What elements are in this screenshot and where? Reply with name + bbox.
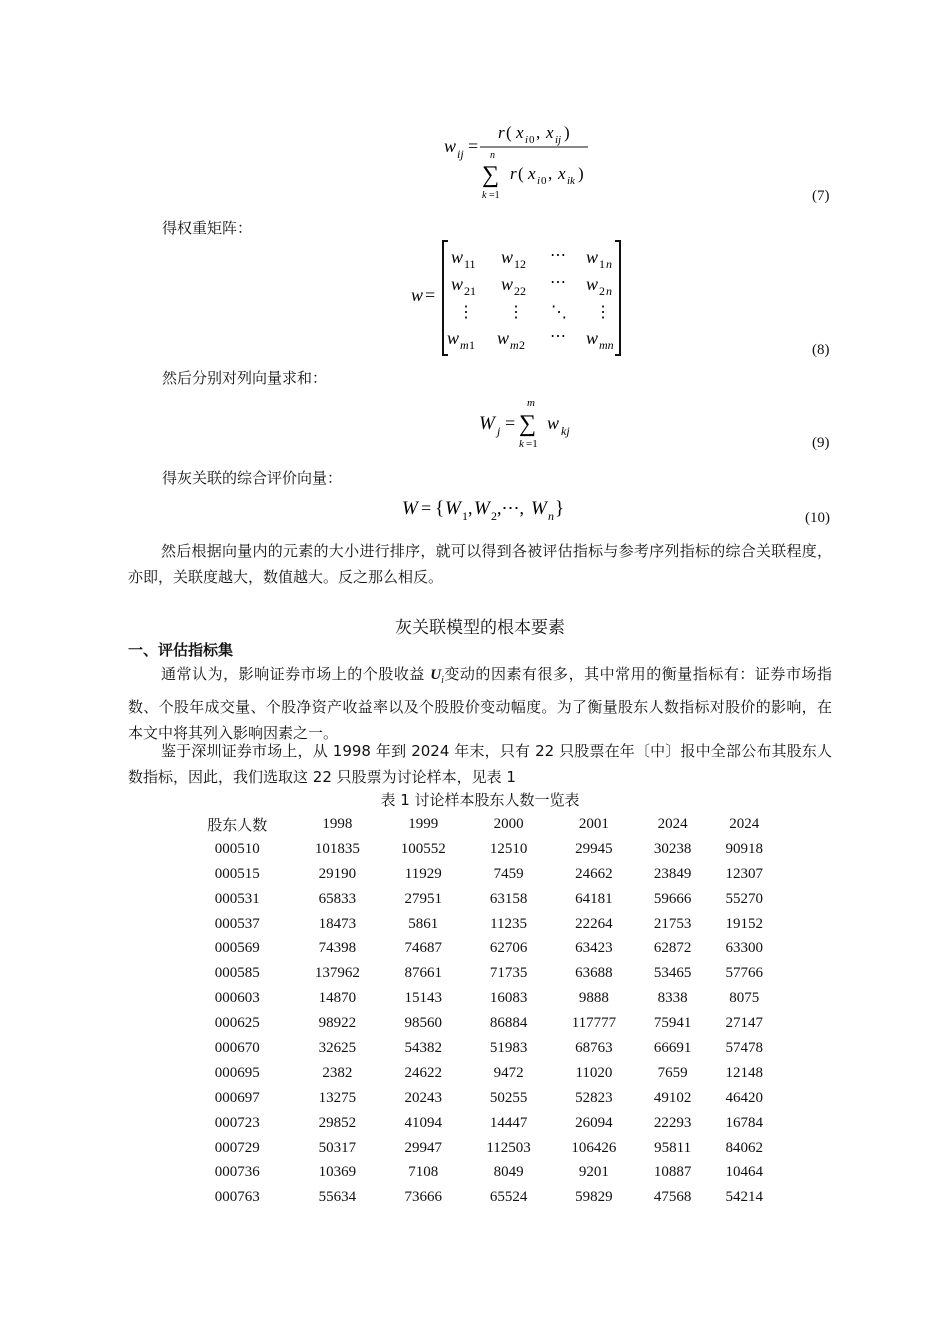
table-cell: 000515 — [214, 865, 260, 882]
table-cell: 7459 — [493, 865, 524, 882]
svg-text:x: x — [516, 123, 524, 142]
table-cell: 5861 — [408, 915, 439, 932]
table-row — [180, 1136, 780, 1161]
table-cell: 29947 — [404, 1139, 443, 1156]
table-cell: 000510 — [214, 840, 260, 857]
table-cell: 74398 — [318, 940, 357, 957]
svg-text:=1: =1 — [489, 190, 500, 201]
table-cell: 22264 — [575, 915, 613, 932]
table-row — [180, 837, 780, 862]
paragraph-sample: 鉴于深圳证券市场上，从 1998 年到 2024 年末，只有 22 只股票在年〔中〕报中全部公布其股东人数指标，因此，我们选取这 22 只股票为讨论样本，见表 1 — [128, 742, 832, 786]
table-cell: 000625 — [214, 1015, 260, 1032]
svg-text:W: W — [402, 498, 418, 519]
svg-text:W: W — [445, 498, 461, 519]
table-row — [180, 1111, 780, 1136]
table-row — [180, 1086, 780, 1111]
table-cell: 73666 — [404, 1189, 443, 1206]
table-cell: 98560 — [404, 1015, 443, 1032]
svg-text:⋮: ⋮ — [595, 304, 611, 321]
table-cell: 26094 — [575, 1114, 613, 1131]
svg-text:x: x — [546, 123, 554, 142]
svg-text:1: 1 — [462, 509, 468, 523]
table-cell: 9888 — [578, 990, 609, 1007]
svg-text:k: k — [519, 438, 524, 450]
equation-8-matrix — [405, 238, 635, 360]
svg-text:=1: =1 — [526, 438, 538, 450]
svg-text:w: w — [447, 328, 460, 348]
table-cell: 46420 — [725, 1089, 763, 1106]
table-cell: 22293 — [653, 1114, 692, 1131]
table-cell: 65833 — [318, 890, 357, 907]
table-row — [180, 862, 780, 887]
subsection-title: 一、评估指标集 — [128, 641, 234, 659]
svg-text:w: w — [586, 247, 599, 267]
paragraph-indicators-start: 通常认为，影响证券市场上的个股收益 — [161, 665, 431, 683]
intro-text-eq10: 得灰关联的综合评价向量： — [162, 469, 343, 487]
svg-text:w: w — [411, 285, 424, 305]
equation-10-formula — [400, 492, 580, 528]
table-cell: 50317 — [318, 1139, 357, 1156]
equation-9 — [475, 393, 840, 458]
table-cell: 95811 — [654, 1139, 692, 1156]
table-cell: 101835 — [314, 840, 360, 857]
table-row — [180, 887, 780, 912]
svg-text:n: n — [490, 150, 495, 161]
table-cell: 000729 — [214, 1139, 260, 1156]
table-header-cell: 1998 — [322, 815, 353, 832]
svg-text:w: w — [497, 328, 510, 348]
table-cell: 63423 — [575, 940, 613, 957]
svg-text:2: 2 — [491, 509, 497, 523]
svg-text:ij: ij — [555, 134, 562, 146]
table-row — [180, 961, 780, 986]
table-cell: 9201 — [578, 1164, 609, 1181]
table-cell: 11020 — [575, 1064, 613, 1081]
svg-text:ij: ij — [457, 147, 464, 161]
svg-text:=: = — [505, 413, 516, 433]
table-cell: 84062 — [725, 1139, 763, 1156]
table-cell: 13275 — [318, 1089, 357, 1106]
table-cell: 62872 — [653, 940, 692, 957]
table-cell: 74687 — [404, 940, 443, 957]
table-row — [180, 912, 780, 937]
svg-text:2: 2 — [519, 338, 525, 352]
equation-7 — [440, 118, 840, 208]
equation-10 — [400, 492, 840, 532]
table-cell: 75941 — [653, 1015, 692, 1032]
table-cell: 24662 — [575, 865, 613, 882]
table-header-cell: 2024 — [657, 815, 688, 832]
table-body — [180, 837, 780, 1210]
table-cell: 9472 — [493, 1064, 524, 1081]
svg-text:w: w — [451, 274, 464, 294]
table-cell: 000569 — [214, 940, 260, 957]
svg-text:n: n — [606, 257, 612, 271]
table-cell: 000585 — [214, 965, 260, 982]
table-cell: 12148 — [725, 1064, 763, 1081]
table-cell: 000531 — [214, 890, 260, 907]
svg-text:w: w — [451, 247, 464, 267]
section-title: 灰关联模型的根本要素 — [395, 618, 565, 638]
svg-text:W: W — [474, 498, 490, 519]
table-cell: 12510 — [489, 840, 528, 857]
table-cell: 18473 — [318, 915, 357, 932]
table-cell: 27951 — [404, 890, 443, 907]
svg-text:0: 0 — [541, 175, 547, 187]
table-cell: 51983 — [489, 1039, 528, 1056]
table-cell: 7659 — [657, 1064, 688, 1081]
table-cell: 14870 — [318, 990, 357, 1007]
svg-text:,: , — [468, 498, 473, 518]
table-cell: 86884 — [489, 1015, 528, 1032]
table-cell: 50255 — [489, 1089, 528, 1106]
svg-text:22: 22 — [514, 284, 526, 298]
paragraph-indicators — [128, 661, 832, 746]
table-cell: 16784 — [725, 1114, 763, 1131]
svg-text:⋯: ⋯ — [550, 274, 566, 291]
svg-text:kj: kj — [561, 424, 570, 438]
equation-number-8: (8) — [812, 342, 830, 358]
table-row — [180, 1185, 780, 1210]
table-cell: 000537 — [214, 915, 260, 932]
svg-text:=: = — [425, 285, 436, 305]
equation-9-formula — [475, 393, 585, 455]
paragraph-ranking: 然后根据向量内的元素的大小进行排序，就可以得到各被评估指标与参考序列指标的综合关联程度，亦即，关联度越大，数值越大。反之那么相反。 — [128, 542, 832, 586]
table-cell: 10887 — [653, 1164, 692, 1181]
table-header-cell: 2001 — [578, 815, 609, 832]
symbol-u-subscript: i — [441, 675, 444, 686]
equation-number-10: (10) — [805, 510, 830, 526]
table-cell: 63158 — [489, 890, 528, 907]
svg-text:w: w — [547, 413, 560, 433]
table-row — [180, 986, 780, 1011]
svg-text:r: r — [510, 164, 517, 183]
equation-7-formula — [440, 118, 610, 208]
table-cell: 000670 — [214, 1039, 260, 1056]
table-cell: 59829 — [575, 1189, 613, 1206]
table-cell: 10369 — [318, 1164, 357, 1181]
table-cell: 8338 — [657, 990, 688, 1007]
table-cell: 117777 — [571, 1015, 617, 1032]
table-cell: 16083 — [489, 990, 528, 1007]
table-cell: 65524 — [489, 1189, 528, 1206]
svg-text:n: n — [548, 509, 554, 523]
table-header-cell: 股东人数 — [207, 815, 268, 834]
svg-text:mn: mn — [599, 338, 614, 352]
table-cell: 52823 — [575, 1089, 613, 1106]
table-cell: 29190 — [318, 865, 357, 882]
equation-number-7: (7) — [812, 188, 830, 204]
table-cell: 53465 — [653, 965, 692, 982]
table-cell: 57478 — [725, 1039, 763, 1056]
intro-text-eq8: 得权重矩阵： — [162, 219, 253, 237]
svg-text:m: m — [460, 338, 469, 352]
table-cell: 100552 — [400, 840, 446, 857]
table-cell: 19152 — [725, 915, 763, 932]
svg-text:m: m — [527, 397, 535, 409]
svg-text:12: 12 — [514, 257, 526, 271]
table-cell: 000695 — [214, 1064, 260, 1081]
table-cell: 55634 — [318, 1189, 357, 1206]
svg-text:}: } — [555, 498, 565, 519]
svg-text:∑: ∑ — [519, 411, 537, 437]
svg-text:0: 0 — [529, 134, 535, 146]
svg-text:1: 1 — [469, 338, 475, 352]
table-cell: 23849 — [653, 865, 692, 882]
svg-text:w: w — [586, 274, 599, 294]
table-cell: 55270 — [725, 890, 763, 907]
table-cell: 71735 — [489, 965, 528, 982]
table-cell: 29945 — [575, 840, 613, 857]
svg-text:11: 11 — [464, 257, 476, 271]
table-row — [180, 1036, 780, 1061]
svg-text:⋯: ⋯ — [550, 247, 566, 264]
table-cell: 000763 — [214, 1189, 260, 1206]
table-cell: 62706 — [489, 940, 528, 957]
equation-8 — [405, 238, 840, 363]
paragraph-indicators-end: 变动的因素有很多，其中常用的衡量指标有：证券市场指数、个股年成交量、个股净资产收益率以及个股股价变动幅度。为了衡量股东人数指标对股价的影响，在本文中将其列入影响因素之一。 — [128, 665, 832, 742]
table-cell: 66691 — [653, 1039, 692, 1056]
table-row — [180, 1160, 780, 1185]
table-cell: 15143 — [404, 990, 443, 1007]
table-cell: 49102 — [653, 1089, 692, 1106]
svg-text:(: ( — [518, 164, 524, 183]
svg-text:r: r — [498, 123, 505, 142]
svg-text:,: , — [548, 164, 553, 183]
svg-text:i: i — [525, 134, 529, 146]
svg-text:W: W — [531, 498, 547, 519]
table-cell: 87661 — [404, 965, 443, 982]
svg-text:⋯: ⋯ — [550, 328, 566, 345]
table-cell: 64181 — [575, 890, 613, 907]
svg-text:W: W — [479, 413, 495, 434]
intro-text-eq9: 然后分别对列向量求和： — [162, 369, 328, 387]
svg-text:⋮: ⋮ — [458, 304, 474, 321]
svg-text:,: , — [536, 123, 541, 142]
table-cell: 98922 — [318, 1015, 357, 1032]
svg-text:k: k — [482, 190, 487, 201]
svg-text:): ) — [578, 164, 584, 183]
svg-text:w: w — [586, 328, 599, 348]
svg-text:ik: ik — [567, 175, 575, 187]
table-cell: 14447 — [489, 1114, 528, 1131]
svg-text:): ) — [564, 123, 570, 142]
table-cell: 29852 — [318, 1114, 357, 1131]
svg-text:w: w — [444, 136, 457, 156]
table-cell: 10464 — [725, 1164, 763, 1181]
table-cell: 2382 — [322, 1064, 353, 1081]
table-row — [180, 1061, 780, 1086]
svg-text:w: w — [501, 247, 514, 267]
table-cell: 54382 — [404, 1039, 443, 1056]
svg-text:i: i — [537, 175, 541, 187]
table-cell: 112503 — [486, 1139, 531, 1156]
svg-text:21: 21 — [464, 284, 476, 298]
table-cell: 21753 — [653, 915, 692, 932]
table-cell: 000736 — [214, 1164, 260, 1181]
table-cell: 11929 — [404, 865, 442, 882]
symbol-u: U — [430, 667, 442, 683]
table-cell: 59666 — [653, 890, 692, 907]
table-cell: 24622 — [404, 1064, 443, 1081]
table-cell: 41094 — [404, 1114, 443, 1131]
shareholder-table — [180, 812, 780, 1210]
svg-text:x: x — [558, 164, 566, 183]
table-cell: 54214 — [725, 1189, 763, 1206]
table-cell: 106426 — [571, 1139, 617, 1156]
svg-text:m: m — [510, 338, 519, 352]
table-cell: 30238 — [653, 840, 692, 857]
equation-number-9: (9) — [812, 435, 830, 451]
svg-text:j: j — [497, 424, 501, 438]
svg-text:,⋯,: ,⋯, — [497, 498, 524, 518]
table-row — [180, 1011, 780, 1036]
svg-text:1: 1 — [599, 257, 605, 271]
svg-text:2: 2 — [599, 284, 605, 298]
table-header-row — [180, 812, 780, 837]
svg-text:{: { — [435, 498, 445, 519]
table-cell: 8049 — [493, 1164, 524, 1181]
table-cell: 90918 — [725, 840, 763, 857]
table-cell: 63300 — [725, 940, 763, 957]
table-cell: 63688 — [575, 965, 613, 982]
table-header-cell: 1999 — [408, 815, 439, 832]
svg-text:=: = — [421, 498, 432, 518]
svg-text:⋮: ⋮ — [508, 304, 524, 321]
table-cell: 68763 — [575, 1039, 613, 1056]
svg-text:⋱: ⋱ — [551, 304, 567, 321]
table-cell: 20243 — [404, 1089, 443, 1106]
table-row — [180, 936, 780, 961]
table-cell: 7108 — [408, 1164, 439, 1181]
table-cell: 000723 — [214, 1114, 260, 1131]
table-caption: 表 1 讨论样本股东人数一览表 — [380, 791, 580, 809]
table-cell: 27147 — [725, 1015, 763, 1032]
svg-text:x: x — [528, 164, 536, 183]
table-header-cell: 2024 — [729, 815, 760, 832]
table-cell: 000697 — [214, 1089, 260, 1106]
table-cell: 000603 — [214, 990, 260, 1007]
table-cell: 32625 — [318, 1039, 357, 1056]
table-cell: 47568 — [653, 1189, 692, 1206]
svg-text:n: n — [606, 284, 612, 298]
svg-text:=: = — [468, 136, 479, 156]
table-header-cell: 2000 — [493, 815, 524, 832]
table-cell: 137962 — [314, 965, 360, 982]
svg-text:w: w — [501, 274, 514, 294]
table-cell: 8075 — [729, 990, 760, 1007]
table-cell: 57766 — [725, 965, 763, 982]
svg-text:(: ( — [506, 123, 512, 142]
table-cell: 11235 — [490, 915, 528, 932]
svg-text:∑: ∑ — [482, 162, 500, 188]
table-cell: 12307 — [725, 865, 763, 882]
